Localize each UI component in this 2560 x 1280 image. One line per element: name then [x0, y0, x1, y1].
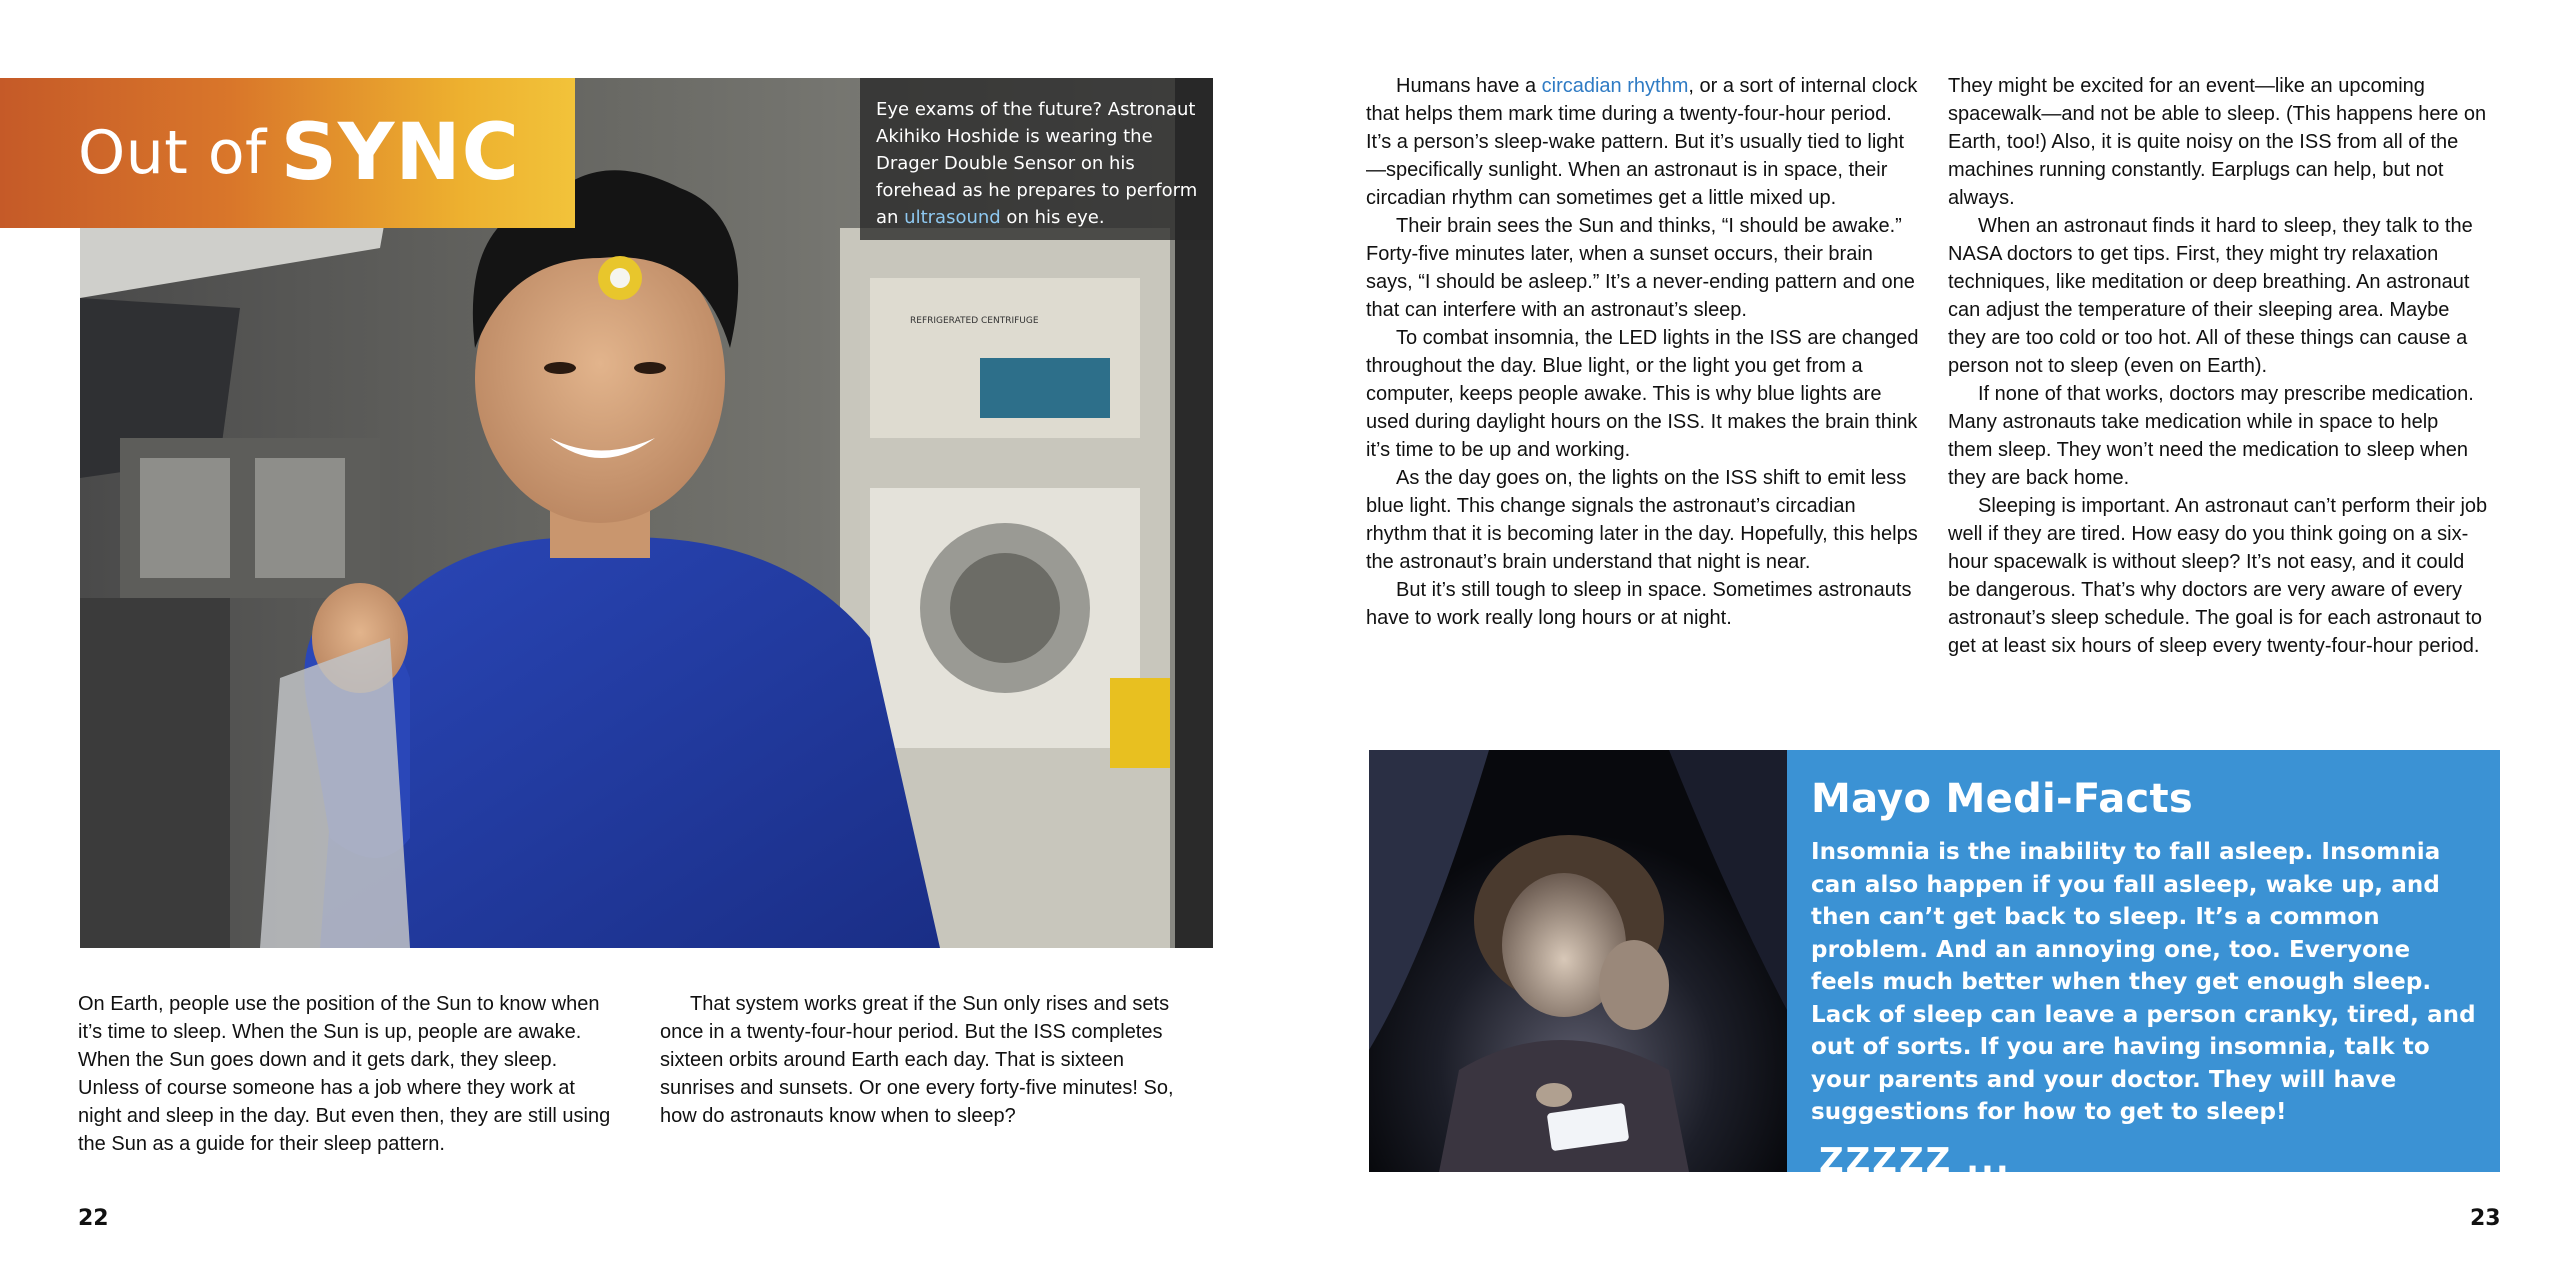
medi-facts-box [1787, 750, 2500, 1181]
caption-highlight: ultrasound [904, 207, 1001, 228]
child-with-phone-photo [1369, 750, 1787, 1172]
left-col2-paragraph: That system works great if the Sun only rises and sets once in a twenty-four-hour period. But the ISS completes sixteen orbits around Earth each day. That is sixteen sunrises and sunsets. Or one every forty-five minutes! So, how do astronauts know when to sleep? [660, 993, 1174, 1127]
right-col1-p1 [1366, 72, 1921, 212]
medi-facts-zzz: ZZZZZ ... [1819, 1140, 2011, 1181]
title-part2: SYNC [280, 108, 520, 198]
child-photo-illustration [1369, 750, 1787, 1172]
right-col1-p3: To combat insomnia, the LED lights in the ISS are changed throughout the day. Blue light, or the light you get from a computer, keeps people awake. This is why blue lights are used during daylight hours on the ISS. It makes the brain think it’s time to be up and working. [1366, 327, 1919, 461]
medi-facts-body: Insomnia is the inability to fall asleep. Insomnia can also happen if you fall asleep, wake up, and then can’t get back to sleep. It’s a common problem. And an annoying one, too. Everyone feels much better when they get enough sleep. Lack of sleep can leave a person cranky, tired, and out of sorts. If you are having insomnia, talk to your parents and your doctor. They will have suggestions for how to get to sleep! [1811, 839, 2476, 1125]
right-col2-p2: When an astronaut finds it hard to sleep, they talk to the NASA doctors to get tips. First, they might try relaxation techniques, like meditation or deep breathing. An astronaut can adjust the temperature of their sleeping area. Maybe they are too cold or too hot. All of these things can cause a person not to sleep (even on Earth). [1948, 215, 2473, 377]
left-column-1 [78, 990, 618, 1158]
centrifuge-label: REFRIGERATED CENTRIFUGE [910, 316, 1039, 326]
page-number-left: 22 [78, 1206, 109, 1231]
right-column-1 [1366, 72, 1921, 632]
right-col1-p5: But it’s still tough to sleep in space. Sometimes astronauts have to work really long hours or at night. [1366, 579, 1912, 629]
page-number-right: 23 [2470, 1206, 2501, 1231]
photo-caption [860, 78, 1213, 240]
right-column-2 [1948, 72, 2488, 660]
medi-facts-title: Mayo Medi-Facts [1811, 776, 2194, 822]
right-col2-p1: They might be excited for an event—like an upcoming spacewalk—and not be able to sleep. (This happens here on Earth, too!) Also, it is quite noisy on the ISS from all of the machines running constantly. Earplugs can help, but not always. [1948, 75, 2487, 209]
right-col1-p1-before: Humans have a [1396, 75, 1542, 97]
right-col2-p4: Sleeping is important. An astronaut can’t perform their job well if they are tired. How easy do you think going on a six-hour spacewalk is without sleep? It’s not easy, and it could be dangerous. That’s why doctors are very aware of every astronaut’s sleep schedule. The goal is for each astronaut to get at least six hours of sleep every twenty-four-hour period. [1948, 495, 2488, 657]
right-col1-p4: As the day goes on, the lights on the ISS shift to emit less blue light. This change signals the astronaut’s circadian rhythm that it is becoming later in the day. Hopefully, this helps the astronaut’s brain understand that night is near. [1366, 467, 1918, 573]
title-banner [0, 78, 575, 228]
left-column-2 [660, 990, 1200, 1130]
right-col1-p1-after: , or a sort of internal clock that helps them mark time during a twenty-four-hour period. It’s a person’s sleep-wake pattern. But it’s usually tied to light—specifically sunlight. When an astronaut is in space, their circadian rhythm can sometimes get a little mixed up. [1366, 75, 1918, 209]
caption-text-before: Eye exams of the future? Astronaut Akihiko Hoshide is wearing the Drager Double Sensor on his forehead as he prepares to perform an [876, 99, 1198, 228]
right-col1-p2: Their brain sees the Sun and thinks, “I should be awake.” Forty-five minutes later, when a sunset occurs, their brain says, “I should be asleep.” It’s a never-ending pattern and one that can interfere with an astronaut’s sleep. [1366, 215, 1915, 321]
circadian-rhythm-link[interactable]: circadian rhythm [1541, 75, 1689, 97]
right-col2-p3: If none of that works, doctors may prescribe medication. Many astronauts take medication while in space to help them sleep. They won’t need the medication to sleep when they are back home. [1948, 383, 2474, 489]
title-part1: Out of [78, 118, 267, 188]
caption-text-after: on his eye. [1000, 207, 1105, 228]
left-col1-paragraph: On Earth, people use the position of the Sun to know when it’s time to sleep. When the Sun is up, people are awake. When the Sun goes down and it gets dark, they sleep. Unless of course someone has a job where they work at night and sleep in the day. But even then, they are still using the Sun as a guide for their sleep pattern. [78, 993, 611, 1155]
